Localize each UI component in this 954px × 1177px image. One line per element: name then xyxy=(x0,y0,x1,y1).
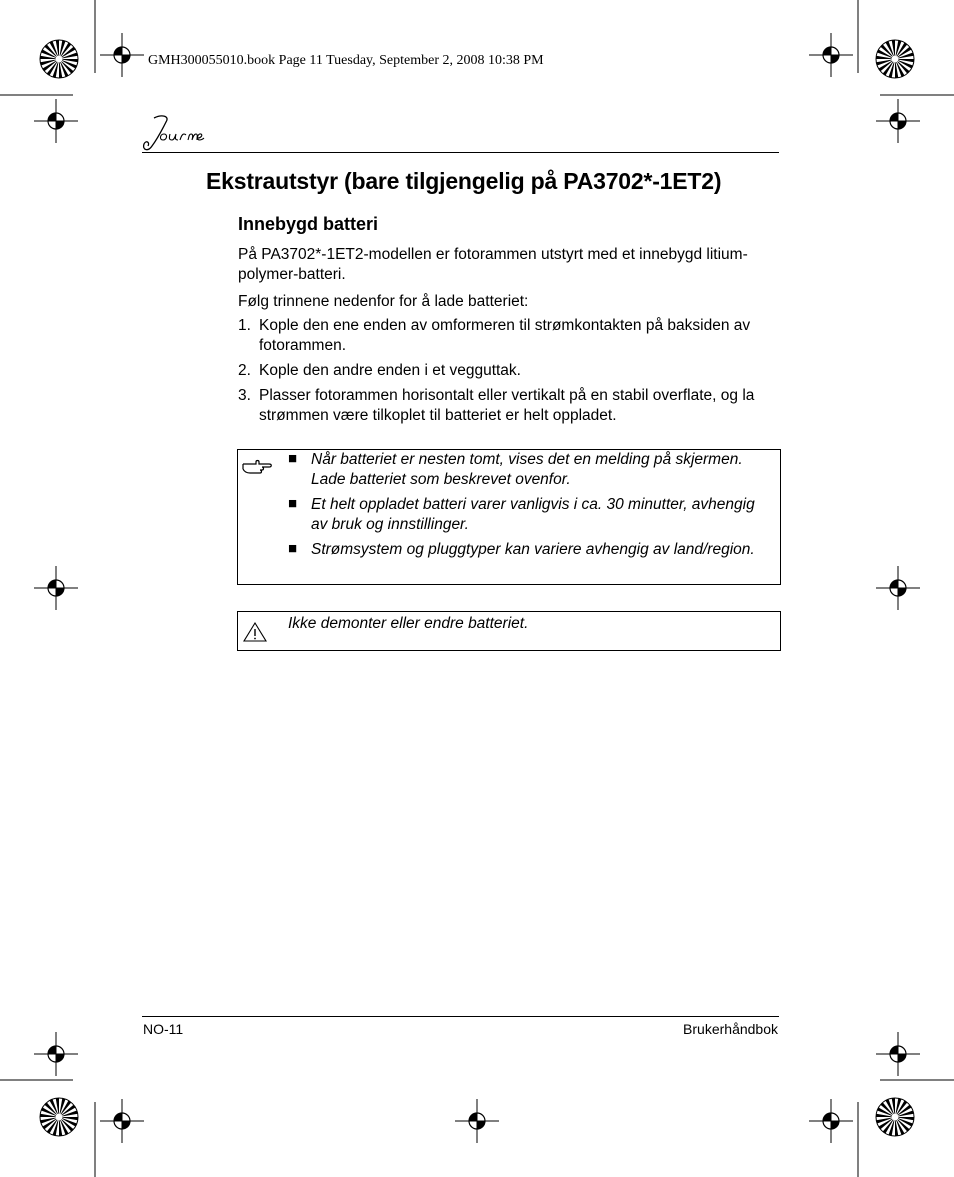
registration-mark xyxy=(34,99,78,143)
registration-mark xyxy=(876,1032,920,1076)
warning-triangle-icon xyxy=(242,621,268,643)
file-info-header: GMH300055010.book Page 11 Tuesday, September 2, 2008 10:38 PM xyxy=(148,53,544,68)
step-text: Kople den andre enden i et vegguttak. xyxy=(259,362,521,379)
registration-mark xyxy=(876,99,920,143)
instruction-paragraph: Følg trinnene nedenfor for å lade batteriet: xyxy=(238,293,529,310)
star-part xyxy=(56,56,63,63)
footer-rule xyxy=(142,1016,779,1017)
star-target xyxy=(40,40,78,78)
bullet-icon: ■ xyxy=(288,495,298,512)
step-number: 3. xyxy=(238,387,251,404)
manual-name: Brukerhåndbok xyxy=(683,1021,778,1037)
star-target xyxy=(876,40,914,78)
note-text: Et helt oppladet batteri varer vanligvis i ca. 30 minutter, avhengig av bruk og innstillinger. xyxy=(311,496,755,533)
star-part xyxy=(892,1114,899,1121)
note-text: Strømsystem og pluggtyper kan variere avhengig av land/region. xyxy=(311,541,755,558)
registration-mark xyxy=(809,33,853,77)
registration-mark xyxy=(876,566,920,610)
step-text: Kople den ene enden av omformeren til strømkontakten på baksiden av fotorammen. xyxy=(259,317,751,354)
header-rule xyxy=(142,152,779,153)
page-number: NO-11 xyxy=(143,1021,184,1037)
star-part xyxy=(892,56,899,63)
page-title: Ekstrautstyr (bare tilgjengelig på PA3702*-1ET2) xyxy=(206,168,722,194)
step-text: Plasser fotorammen horisontalt eller vertikalt på en stabil overflate, og la strømmen være tilkoplet til batteriet er helt oppladet. xyxy=(259,387,755,424)
star-part xyxy=(56,1114,63,1121)
step-number: 2. xyxy=(238,362,251,379)
bullet-icon: ■ xyxy=(288,450,298,467)
warning-text: Ikke demonter eller endre batteriet. xyxy=(288,615,529,632)
star-target xyxy=(40,1098,78,1136)
star-target xyxy=(876,1098,914,1136)
registration-mark xyxy=(809,1099,853,1143)
registration-mark xyxy=(34,566,78,610)
section-subtitle: Innebygd batteri xyxy=(238,214,379,234)
registration-mark xyxy=(100,33,144,77)
note-box xyxy=(237,449,781,585)
bullet-icon: ■ xyxy=(288,540,298,557)
warning-box xyxy=(237,611,781,651)
note-text: Når batteriet er nesten tomt, vises det en melding på skjermen. Lade batteriet som beskrevet ovenfor. xyxy=(311,451,743,488)
registration-mark xyxy=(100,1099,144,1143)
journe-logo xyxy=(140,112,212,154)
registration-mark xyxy=(34,1032,78,1076)
registration-mark xyxy=(455,1099,499,1143)
step-number: 1. xyxy=(238,317,251,334)
intro-paragraph: På PA3702*-1ET2-modellen er fotorammen utstyrt med et innebygd litium-polymer-batteri. xyxy=(238,246,748,283)
pointing-hand-icon xyxy=(242,458,272,476)
